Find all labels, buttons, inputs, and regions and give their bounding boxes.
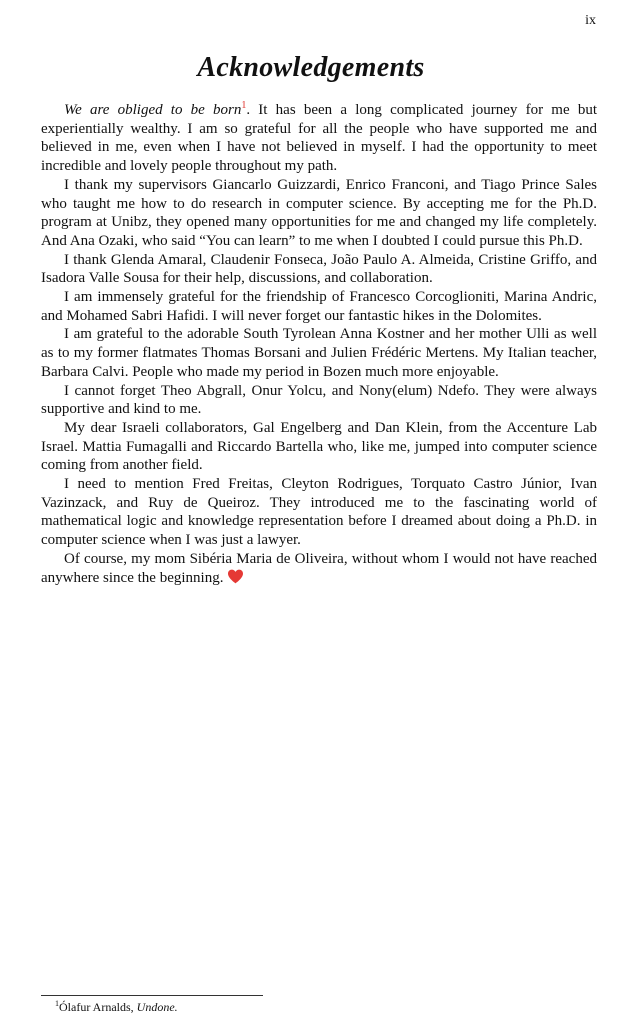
paragraph-7: My dear Israeli collaborators, Gal Engelberg and Dan Klein, from the Accenture Lab Israel. Mattia Fumagalli and Riccardo Bartella who, like me, jumped into computer science coming from another field. [41, 419, 597, 474]
paragraph-8: I need to mention Fred Freitas, Cleyton Rodrigues, Torquato Castro Júnior, Ivan Vazinzack, and Ruy de Queiroz. They introduced me to the fascinating world of mathematical logic and knowledge representation before I dreamed about doing a Ph.D. in computer science when I was just a lawyer. [41, 476, 597, 549]
footnote-author: Ólafur Arnalds, [59, 1000, 137, 1014]
footnote-work-title: Undone. [136, 1000, 178, 1014]
page-title: Acknowledgements [197, 52, 425, 83]
paragraph-2: I thank my supervisors Giancarlo Guizzardi, Enrico Franconi, and Tiago Prince Sales who taught me how to do research in computer science. By accepting me for the Ph.D. program at Unibz, they opened many opportunities for me and changed my life completely. And Ana Ozaki, who said “You can learn” to me when I doubted I could pursue this Ph.D. [41, 176, 597, 249]
paragraph-6: I cannot forget Theo Abgrall, Onur Yolcu, and Nony(elum) Ndefo. They were always supportive and kind to me. [41, 382, 597, 418]
page-number: ix [585, 13, 596, 28]
footnote-reference-link[interactable]: 1 [241, 100, 247, 111]
paragraph-9 [41, 550, 597, 587]
paragraph-4: I am immensely grateful for the friendship of Francesco Corcoglioniti, Marina Andric, and Mohamed Sabri Hafidi. I will never forget our fantastic hikes in the Dolomites. [41, 289, 597, 324]
footnote [55, 1000, 178, 1015]
footnote-divider [41, 995, 263, 996]
footnote-number: 1 [55, 999, 59, 1008]
paragraph-9-text: Of course, my mom Sibéria Maria de Oliveira, without whom I would not have reached anywhere since the beginning. [41, 550, 597, 586]
acknowledgements-body [41, 101, 597, 587]
paragraph-1-text: . It has been a long complicated journey for me but experientially wealthy. I am so grateful for all the people who have supported me and believed in me, even when I have not believed in myself. I had the opportunity to meet incredible and lovely people throughout my path. [41, 102, 597, 175]
paragraph-5: I am grateful to the adorable South Tyrolean Anna Kostner and her mother Ulli as well as to my former flatmates Thomas Borsani and Julien Frédéric Mertens. My Italian teacher, Barbara Calvi. People who made my period in Bozen much more enjoyable. [41, 326, 597, 380]
paragraph-3: I thank Glenda Amaral, Claudenir Fonseca, João Paulo A. Almeida, Cristine Griffo, and Isadora Valle Sousa for their help, discussions, and collaboration. [41, 251, 597, 287]
heart-icon [227, 569, 244, 584]
paragraph-1 [41, 101, 597, 176]
epigraph-quote: We are obliged to be born [64, 102, 242, 118]
